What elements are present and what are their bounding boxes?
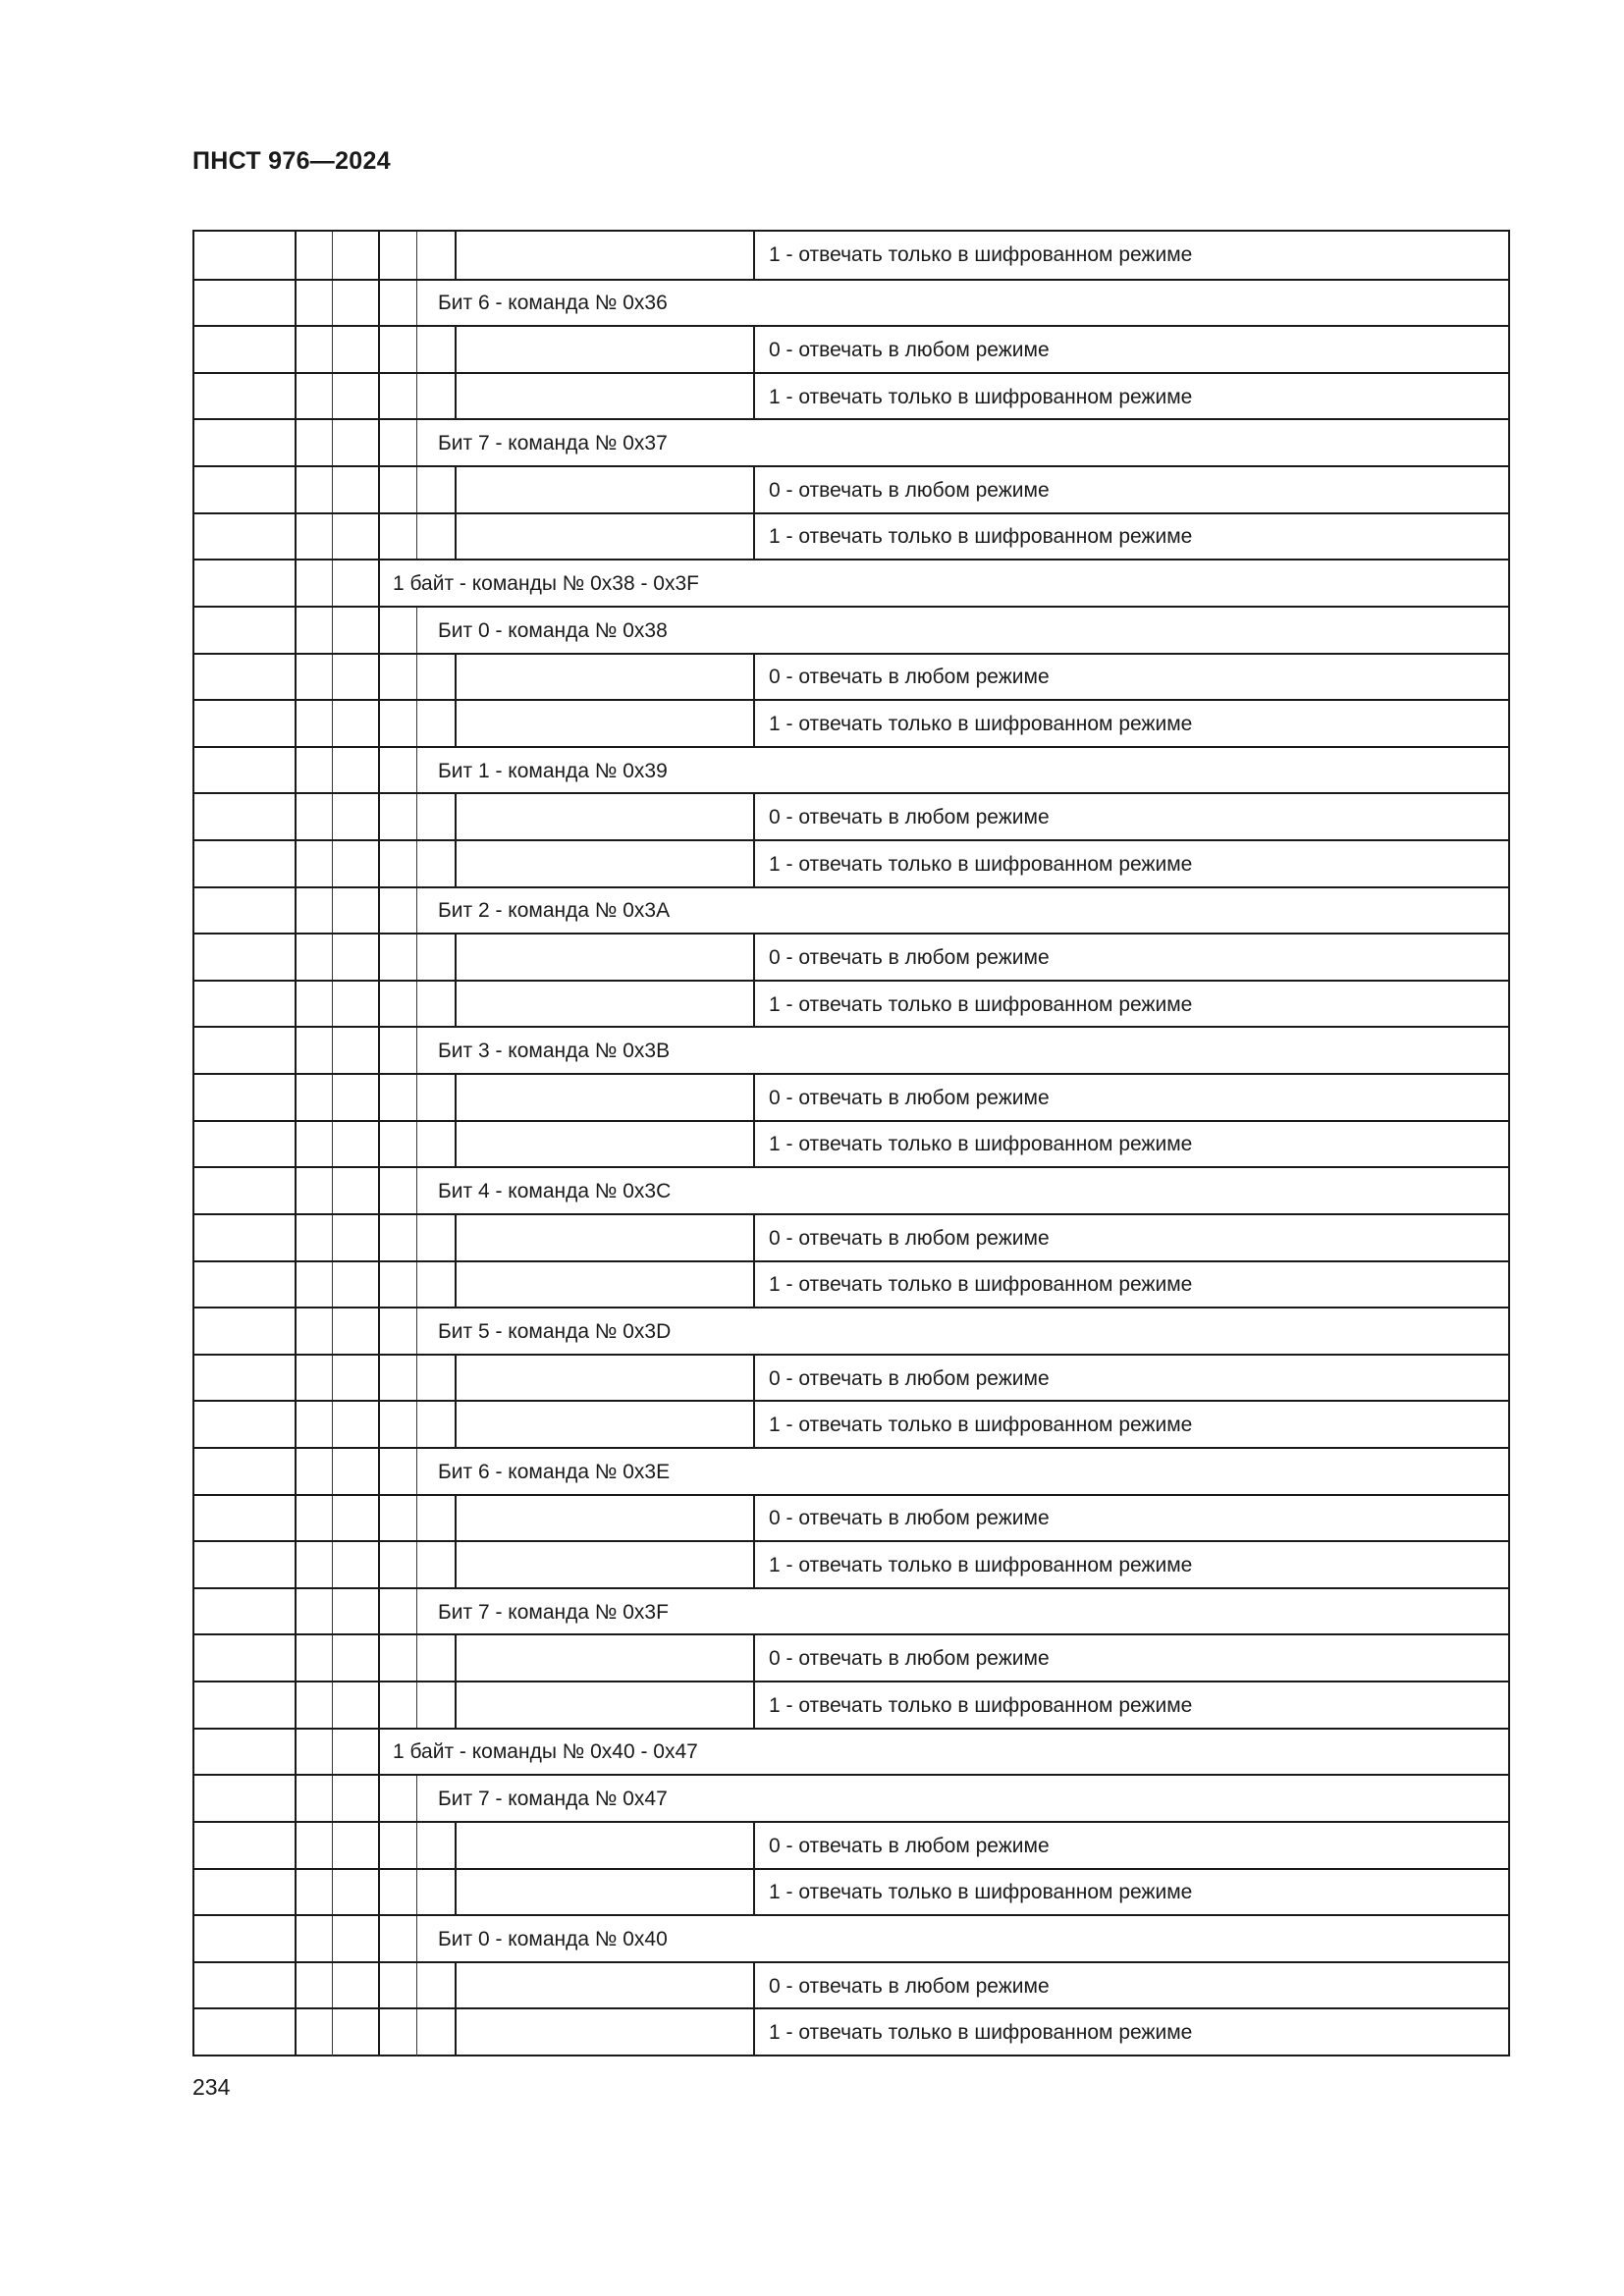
column-divider [378,655,380,702]
column-divider [332,561,333,608]
column-divider [295,1870,297,1917]
column-divider [378,1823,380,1870]
value-row [194,699,1508,748]
column-divider [378,1870,380,1917]
column-divider [378,2009,380,2056]
column-divider [416,934,417,982]
column-divider [378,327,380,374]
column-divider [416,1682,417,1730]
bit-label: Бит 5 - команда № 0x3D [438,1319,672,1343]
column-divider [378,374,380,421]
byte-label: 1 байт - команды № 0x38 - 0x3F [393,572,699,596]
column-divider [295,1215,297,1262]
column-divider [378,1730,380,1777]
column-divider [378,1028,380,1075]
column-divider [295,841,297,888]
column-divider [332,1823,333,1870]
column-divider [753,327,755,374]
column-divider [455,1075,457,1122]
value-row [194,1821,1508,1870]
column-divider [416,281,417,328]
column-divider [295,1075,297,1122]
column-divider [416,374,417,421]
column-divider [378,982,380,1029]
column-divider [378,1776,380,1823]
column-divider [378,1308,380,1356]
column-divider [378,420,380,467]
column-divider [378,1589,380,1636]
column-divider [753,1075,755,1122]
bit-row [194,279,1508,328]
column-divider [295,934,297,982]
column-divider [332,1730,333,1777]
value-label: 0 - отвечать в любом режиме [769,1086,1050,1109]
column-divider [416,1122,417,1169]
value-label: 1 - отвечать только в шифрованном режиме [769,242,1193,266]
column-divider [295,655,297,702]
column-divider [416,701,417,748]
column-divider [416,1168,417,1215]
column-divider [295,374,297,421]
bit-row [194,1026,1508,1075]
column-divider [753,2009,755,2056]
value-label: 1 - отвечать только в шифрованном режиме [769,1414,1193,1437]
column-divider [295,514,297,561]
column-divider [378,748,380,795]
value-row [194,1961,1508,2010]
column-divider [332,655,333,702]
column-divider [332,934,333,982]
column-divider [455,841,457,888]
value-label: 1 - отвечать только в шифрованном режиме [769,1693,1193,1717]
column-divider [753,1262,755,1309]
column-divider [753,1963,755,2010]
column-divider [416,655,417,702]
value-label: 0 - отвечать в любом режиме [769,1226,1050,1250]
value-label: 1 - отвечать только в шифрованном режиме [769,1273,1193,1297]
column-divider [378,1168,380,1215]
column-divider [416,467,417,514]
column-divider [416,1308,417,1356]
column-divider [295,1168,297,1215]
byte-row [194,559,1508,608]
value-label: 1 - отвечать только в шифрованном режиме [769,2021,1193,2045]
command-bitmask-table [192,230,1510,2056]
column-divider [295,1916,297,1963]
column-divider [295,1682,297,1730]
column-divider [753,1402,755,1449]
value-row [194,1633,1508,1682]
column-divider [378,1262,380,1309]
column-divider [416,1075,417,1122]
column-divider [416,232,417,279]
value-label: 0 - отвечать в любом режиме [769,1647,1050,1671]
value-label: 0 - отвечать в любом режиме [769,946,1050,970]
column-divider [332,1262,333,1309]
column-divider [295,1449,297,1496]
column-divider [332,2009,333,2056]
bit-row [194,1774,1508,1823]
column-divider [332,1682,333,1730]
column-divider [378,232,380,279]
column-divider [295,467,297,514]
column-divider [416,1262,417,1309]
column-divider [378,608,380,655]
bit-row [194,1166,1508,1215]
column-divider [332,1402,333,1449]
column-divider [416,1916,417,1963]
column-divider [332,514,333,561]
bit-label: Бит 6 - команда № 0x3E [438,1460,671,1483]
value-row [194,1073,1508,1122]
column-divider [295,1730,297,1777]
column-divider [416,327,417,374]
column-divider [295,1542,297,1589]
column-divider [295,1028,297,1075]
column-divider [378,467,380,514]
bit-label: Бит 0 - команда № 0x40 [438,1927,668,1950]
bit-label: Бит 2 - команда № 0x3A [438,899,671,923]
column-divider [455,1262,457,1309]
bit-label: Бит 3 - команда № 0x3B [438,1040,671,1063]
value-label: 1 - отвечать только в шифрованном режиме [769,525,1193,549]
column-divider [332,1215,333,1262]
value-row [194,792,1508,841]
column-divider [416,1635,417,1682]
column-divider [455,701,457,748]
column-divider [332,794,333,841]
bit-row [194,746,1508,795]
column-divider [378,701,380,748]
bit-label: Бит 1 - команда № 0x39 [438,759,668,782]
column-divider [455,327,457,374]
column-divider [455,1215,457,1262]
column-divider [332,374,333,421]
column-divider [332,1449,333,1496]
column-divider [295,888,297,935]
column-divider [295,1496,297,1543]
column-divider [416,1963,417,2010]
column-divider [295,1308,297,1356]
value-label: 1 - отвечать только в шифрованном режиме [769,385,1193,408]
column-divider [378,841,380,888]
page-number: 234 [192,2074,231,2100]
value-label: 1 - отвечать только в шифрованном режиме [769,992,1193,1016]
bit-row [194,606,1508,655]
column-divider [416,2009,417,2056]
value-row [194,1400,1508,1449]
column-divider [295,748,297,795]
column-divider [295,1776,297,1823]
value-row [194,1213,1508,1262]
column-divider [332,1963,333,2010]
value-row [194,1868,1508,1917]
column-divider [378,1682,380,1730]
column-divider [332,1916,333,1963]
value-row [194,933,1508,982]
column-divider [416,1356,417,1403]
bit-label: Бит 7 - команда № 0x47 [438,1788,668,1811]
column-divider [416,1776,417,1823]
column-divider [455,982,457,1029]
column-divider [455,1823,457,1870]
column-divider [416,514,417,561]
column-divider [455,1122,457,1169]
bit-label: Бит 0 - команда № 0x38 [438,618,668,642]
column-divider [416,1028,417,1075]
column-divider [416,1496,417,1543]
column-divider [455,1635,457,1682]
column-divider [753,1870,755,1917]
column-divider [332,327,333,374]
column-divider [295,1402,297,1449]
column-divider [455,1682,457,1730]
column-divider [332,1589,333,1636]
column-divider [416,608,417,655]
column-divider [753,1122,755,1169]
column-divider [378,1916,380,1963]
column-divider [753,514,755,561]
byte-row [194,1728,1508,1777]
bit-row [194,1307,1508,1356]
column-divider [378,1963,380,2010]
column-divider [416,1823,417,1870]
column-divider [332,1356,333,1403]
column-divider [753,1823,755,1870]
column-divider [295,701,297,748]
column-divider [416,1542,417,1589]
column-divider [753,1215,755,1262]
column-divider [416,982,417,1029]
column-divider [295,232,297,279]
column-divider [332,1028,333,1075]
column-divider [332,1870,333,1917]
column-divider [455,467,457,514]
column-divider [378,1635,380,1682]
column-divider [455,1356,457,1403]
value-row [194,1494,1508,1543]
value-row [194,1681,1508,1730]
bit-row [194,1587,1508,1636]
column-divider [455,2009,457,2056]
value-row [194,325,1508,374]
bit-row [194,1914,1508,1963]
column-divider [753,982,755,1029]
column-divider [416,420,417,467]
value-label: 0 - отвечать в любом режиме [769,806,1050,829]
value-label: 0 - отвечать в любом режиме [769,339,1050,362]
column-divider [378,1215,380,1262]
value-label: 0 - отвечать в любом режиме [769,666,1050,689]
column-divider [416,841,417,888]
column-divider [332,420,333,467]
column-divider [295,1635,297,1682]
column-divider [332,232,333,279]
column-divider [416,1589,417,1636]
column-divider [753,1496,755,1543]
column-divider [753,934,755,982]
value-row [194,1540,1508,1589]
column-divider [455,655,457,702]
column-divider [378,514,380,561]
value-row [194,2007,1508,2056]
column-divider [455,934,457,982]
column-divider [455,1542,457,1589]
value-row [194,1354,1508,1403]
value-row [194,839,1508,888]
column-divider [455,374,457,421]
bit-row [194,1447,1508,1496]
value-row [194,465,1508,514]
value-row [194,232,1508,279]
column-divider [753,701,755,748]
column-divider [416,1215,417,1262]
column-divider [295,982,297,1029]
bit-label: Бит 4 - команда № 0x3C [438,1180,672,1203]
column-divider [295,1122,297,1169]
value-row [194,1120,1508,1169]
column-divider [455,514,457,561]
column-divider [295,281,297,328]
column-divider [378,1496,380,1543]
column-divider [295,1589,297,1636]
column-divider [295,1262,297,1309]
column-divider [416,1402,417,1449]
column-divider [455,1870,457,1917]
column-divider [295,1963,297,2010]
column-divider [753,655,755,702]
column-divider [332,841,333,888]
column-divider [455,1402,457,1449]
column-divider [753,1635,755,1682]
value-label: 1 - отвечать только в шифрованном режиме [769,852,1193,876]
column-divider [753,841,755,888]
column-divider [332,1075,333,1122]
column-divider [295,1823,297,1870]
value-label: 0 - отвечать в любом режиме [769,478,1050,502]
value-label: 1 - отвечать только в шифрованном режиме [769,1133,1193,1156]
value-label: 0 - отвечать в любом режиме [769,1366,1050,1390]
bit-label: Бит 7 - команда № 0x3F [438,1600,669,1624]
column-divider [332,1635,333,1682]
column-divider [753,794,755,841]
value-label: 0 - отвечать в любом режиме [769,1834,1050,1857]
column-divider [416,1449,417,1496]
value-row [194,1260,1508,1309]
bit-label: Бит 7 - команда № 0x37 [438,432,668,455]
column-divider [753,232,755,279]
column-divider [378,281,380,328]
column-divider [378,1542,380,1589]
column-divider [332,1776,333,1823]
column-divider [416,748,417,795]
column-divider [378,888,380,935]
column-divider [378,561,380,608]
column-divider [295,2009,297,2056]
value-row [194,980,1508,1029]
bit-row [194,418,1508,467]
column-divider [753,1542,755,1589]
column-divider [378,794,380,841]
byte-label: 1 байт - команды № 0x40 - 0x47 [393,1740,698,1764]
value-label: 0 - отвечать в любом режиме [769,1974,1050,1998]
column-divider [295,327,297,374]
column-divider [378,1402,380,1449]
column-divider [332,1542,333,1589]
column-divider [455,1963,457,2010]
value-label: 1 - отвечать только в шифрованном режиме [769,1881,1193,1904]
document-header: ПНСТ 976—2024 [192,147,391,175]
column-divider [378,1356,380,1403]
column-divider [378,1075,380,1122]
column-divider [416,888,417,935]
column-divider [753,1682,755,1730]
column-divider [332,1122,333,1169]
column-divider [295,1356,297,1403]
column-divider [295,794,297,841]
column-divider [753,374,755,421]
column-divider [455,232,457,279]
value-label: 0 - отвечать в любом режиме [769,1507,1050,1530]
column-divider [753,467,755,514]
column-divider [295,608,297,655]
value-row [194,653,1508,702]
column-divider [295,561,297,608]
column-divider [332,1308,333,1356]
value-label: 1 - отвечать только в шифрованном режиме [769,1554,1193,1577]
column-divider [455,794,457,841]
value-row [194,372,1508,421]
column-divider [378,1449,380,1496]
column-divider [332,281,333,328]
column-divider [332,467,333,514]
column-divider [378,1122,380,1169]
column-divider [332,888,333,935]
value-label: 1 - отвечать только в шифрованном режиме [769,712,1193,735]
column-divider [332,748,333,795]
column-divider [295,420,297,467]
value-row [194,512,1508,561]
bit-row [194,886,1508,935]
bit-label: Бит 6 - команда № 0x36 [438,292,668,315]
column-divider [416,1870,417,1917]
column-divider [416,794,417,841]
column-divider [332,1496,333,1543]
column-divider [753,1356,755,1403]
column-divider [332,701,333,748]
column-divider [332,982,333,1029]
column-divider [455,1496,457,1543]
column-divider [332,1168,333,1215]
column-divider [378,934,380,982]
column-divider [332,608,333,655]
